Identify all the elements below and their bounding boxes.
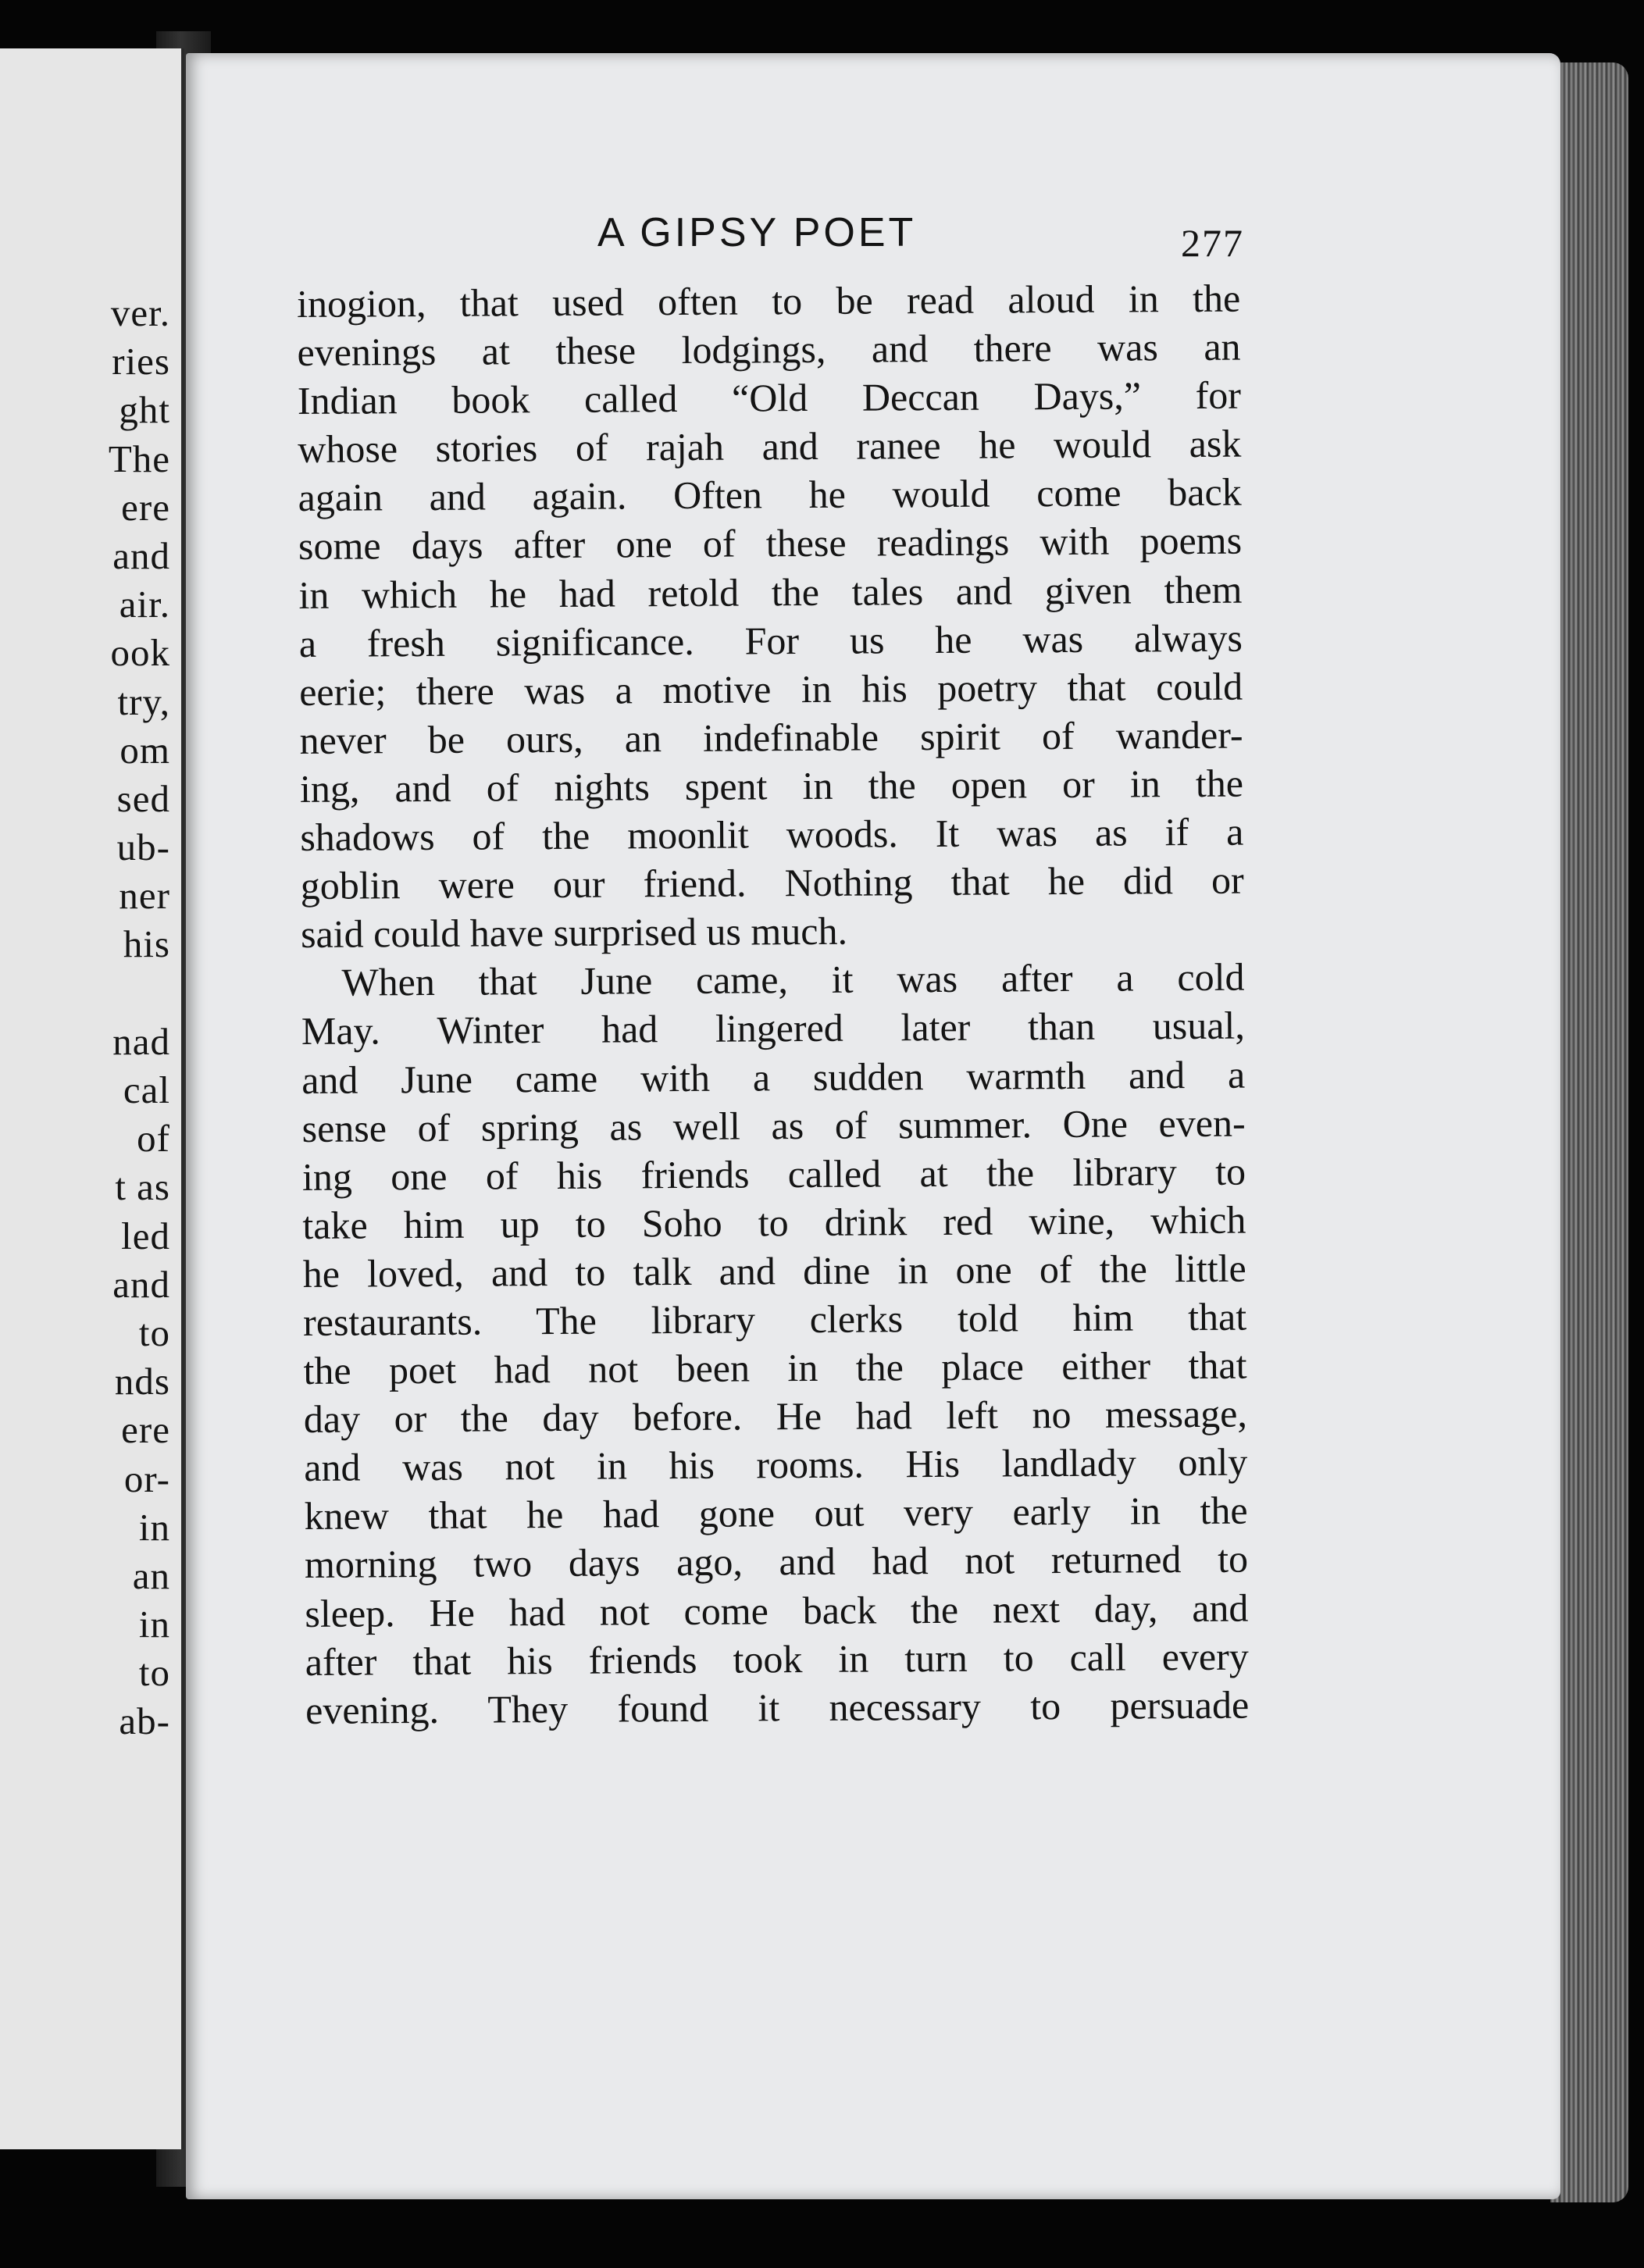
running-head-title: A GIPSY POET: [597, 210, 917, 255]
text-line: sense of spring as well as of summer. One even-: [301, 1100, 1246, 1150]
text-line: he loved, and to talk and dine in one of the little: [302, 1246, 1246, 1296]
left-line: ner: [119, 874, 170, 918]
left-line: sed: [116, 776, 170, 820]
text-line: never be ours, an indefinable spirit of wander-: [299, 712, 1243, 762]
left-line: ere: [121, 485, 170, 529]
text-line: the poet had not been in the place either that: [303, 1343, 1247, 1393]
text-line: May. Winter had lingered later than usual,: [301, 1004, 1246, 1054]
left-line: air.: [119, 583, 170, 626]
text-line: in which he had retold the tales and given them: [298, 567, 1243, 617]
text-line: evenings at these lodgings, and there was an: [297, 324, 1241, 375]
left-line: ook: [110, 631, 170, 675]
left-line: in: [138, 1603, 170, 1646]
text-line: sleep. He had not come back the next day, and: [305, 1585, 1249, 1635]
text-line: some days after one of these readings with poems: [298, 519, 1243, 569]
left-line: ght: [119, 388, 170, 432]
text-line: after that his friends took in turn to call every: [305, 1634, 1249, 1684]
left-line: of: [137, 1117, 170, 1161]
left-line: to: [138, 1311, 170, 1354]
paragraph-end-line: said could have surprised us much.: [300, 908, 848, 957]
left-line: nad: [112, 1019, 170, 1063]
left-line: nds: [114, 1360, 170, 1403]
paragraph-start-line: When that June came, it was after a cold: [341, 954, 1245, 1004]
page-body-text: [297, 274, 1249, 1735]
text-line: goblin were our friend. Nothing that he did or: [300, 858, 1244, 908]
left-line: led: [121, 1214, 170, 1257]
text-line: again and again. Often he would come back: [298, 469, 1242, 520]
left-line: or-: [123, 1457, 170, 1500]
left-line: t as: [115, 1165, 170, 1209]
text-line: knew that he had gone out very early in the: [304, 1488, 1248, 1539]
text-line: and June came with a sudden warmth and a: [301, 1052, 1246, 1102]
text-line: ing one of his friends called at the library to: [301, 1149, 1246, 1199]
text-line: day or the day before. He had left no message,: [303, 1391, 1248, 1442]
left-line: his: [123, 922, 170, 966]
previous-page-fragment: [0, 48, 184, 2149]
text-line: eerie; there was a motive in his poetry that could: [299, 664, 1243, 714]
text-line: shadows of the moonlit woods. It was as if a: [300, 809, 1244, 860]
text-line: and was not in his rooms. His landlady only: [304, 1439, 1248, 1490]
running-head: [0, 209, 1644, 272]
text-line: morning two days ago, and had not returned to: [304, 1537, 1249, 1587]
left-line: ries: [112, 340, 170, 383]
left-line: and: [112, 533, 170, 577]
text-line: whose stories of rajah and ranee he would ask: [298, 421, 1242, 472]
left-line: to: [138, 1651, 170, 1695]
text-line: take him up to Soho to drink red wine, which: [302, 1197, 1246, 1247]
left-line: om: [119, 728, 170, 772]
text-line: a fresh significance. For us he was always: [298, 615, 1243, 665]
page-block-edge: [1550, 62, 1628, 2202]
previous-page-text: [109, 289, 170, 1746]
left-line: an: [132, 1553, 170, 1597]
text-line: ing, and of nights spent in the open or in the: [299, 761, 1244, 811]
left-line: ab-: [119, 1699, 170, 1743]
left-line: ere: [121, 1408, 170, 1452]
left-line: and: [112, 1262, 170, 1306]
left-line: try,: [117, 679, 170, 723]
left-line: ver.: [110, 291, 170, 334]
text-line: evening. They found it necessary to persuade: [305, 1682, 1250, 1732]
left-line: The: [108, 437, 170, 480]
left-line: cal: [123, 1068, 170, 1111]
left-line: in: [138, 1505, 170, 1549]
text-line: restaurants. The library clerks told him that: [302, 1294, 1247, 1344]
left-line: ub-: [116, 826, 170, 869]
page-number: 277: [1181, 221, 1244, 265]
text-line: inogion, that used often to be read aloud in the: [297, 276, 1241, 326]
text-line: Indian book called “Old Deccan Days,” for: [297, 373, 1242, 423]
left-line: [109, 969, 170, 1018]
